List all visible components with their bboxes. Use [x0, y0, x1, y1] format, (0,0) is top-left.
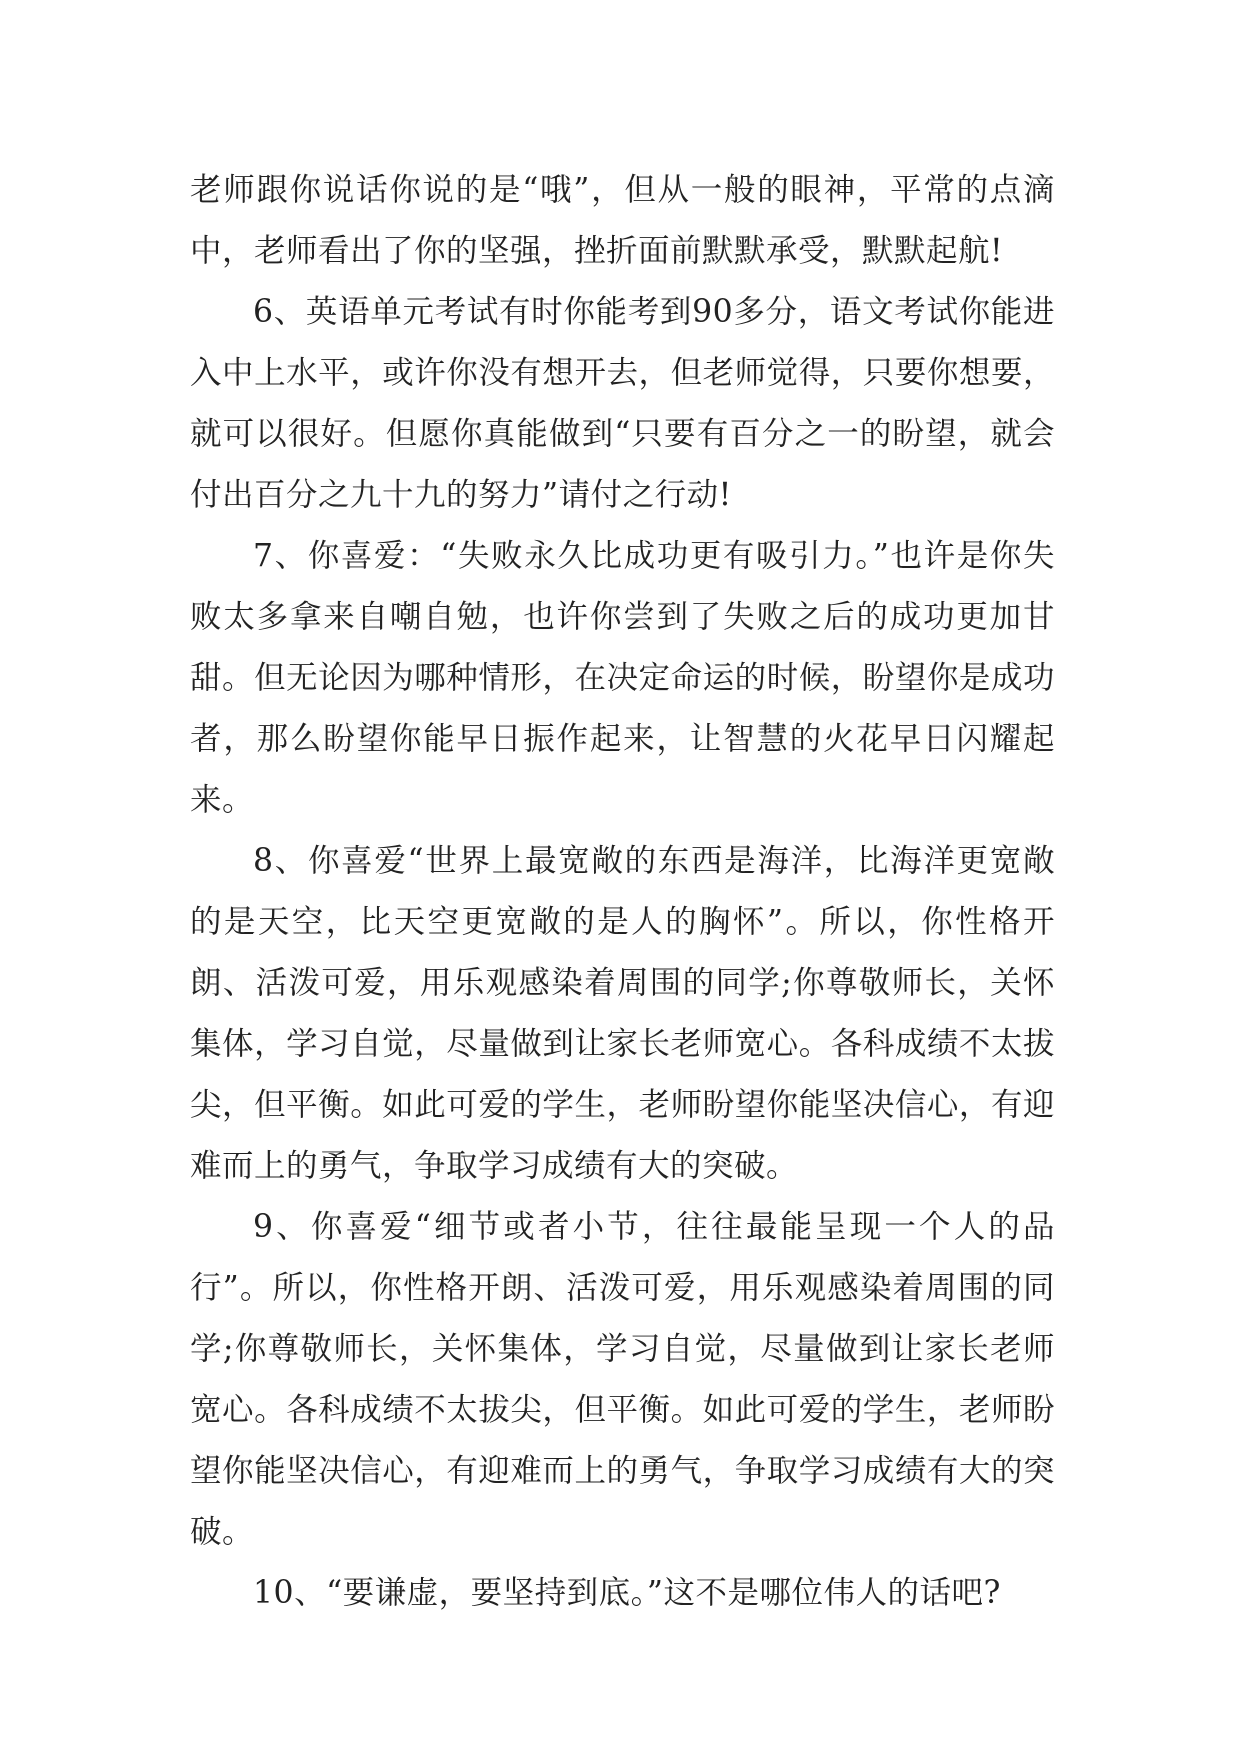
paragraph-continuation: 老师跟你说话你说的是“哦”，但从一般的眼神，平常的点滴中，老师看出了你的坚强，挫折面前默默承受，默默起航!	[190, 172, 1055, 269]
paragraph-comment-7: 7、你喜爱：“失败永久比成功更有吸引力。”也许是你失败太多拿来自嘲自勉，也许你尝到了失败之后的成功更加甘甜。但无论因为哪种情形，在决定命运的时候，盼望你是成功者，那么盼望你能早日振作起来，让智慧的火花早日闪耀起来。	[190, 538, 1055, 818]
paragraph-comment-8: 8、你喜爱“世界上最宽敞的东西是海洋，比海洋更宽敞的是天空，比天空更宽敞的是人的胸怀”。所以，你性格开朗、活泼可爱，用乐观感染着周围的同学;你尊敬师长，关怀集体，学习自觉，尽量做到让家长老师宽心。各科成绩不太拔尖，但平衡。如此可爱的学生，老师盼望你能坚决信心，有迎难而上的勇气，争取学习成绩有大的突破。	[190, 843, 1055, 1184]
paragraph-comment-10: 10、“要谦虚，要坚持到底。”这不是哪位伟人的话吧?	[253, 1575, 1001, 1611]
document-body	[190, 160, 1055, 1624]
paragraph-comment-6: 6、英语单元考试有时你能考到90多分，语文考试你能进入中上水平，或许你没有想开去，但老师觉得，只要你想要，就可以很好。但愿你真能做到“只要有百分之一的盼望，就会付出百分之九十九的努力”请付之行动!	[190, 294, 1055, 513]
paragraph-comment-9: 9、你喜爱“细节或者小节，往往最能呈现一个人的品行”。所以，你性格开朗、活泼可爱，用乐观感染着周围的同学;你尊敬师长，关怀集体，学习自觉，尽量做到让家长老师宽心。各科成绩不太拔尖，但平衡。如此可爱的学生，老师盼望你能坚决信心，有迎难而上的勇气，争取学习成绩有大的突破。	[190, 1209, 1055, 1550]
